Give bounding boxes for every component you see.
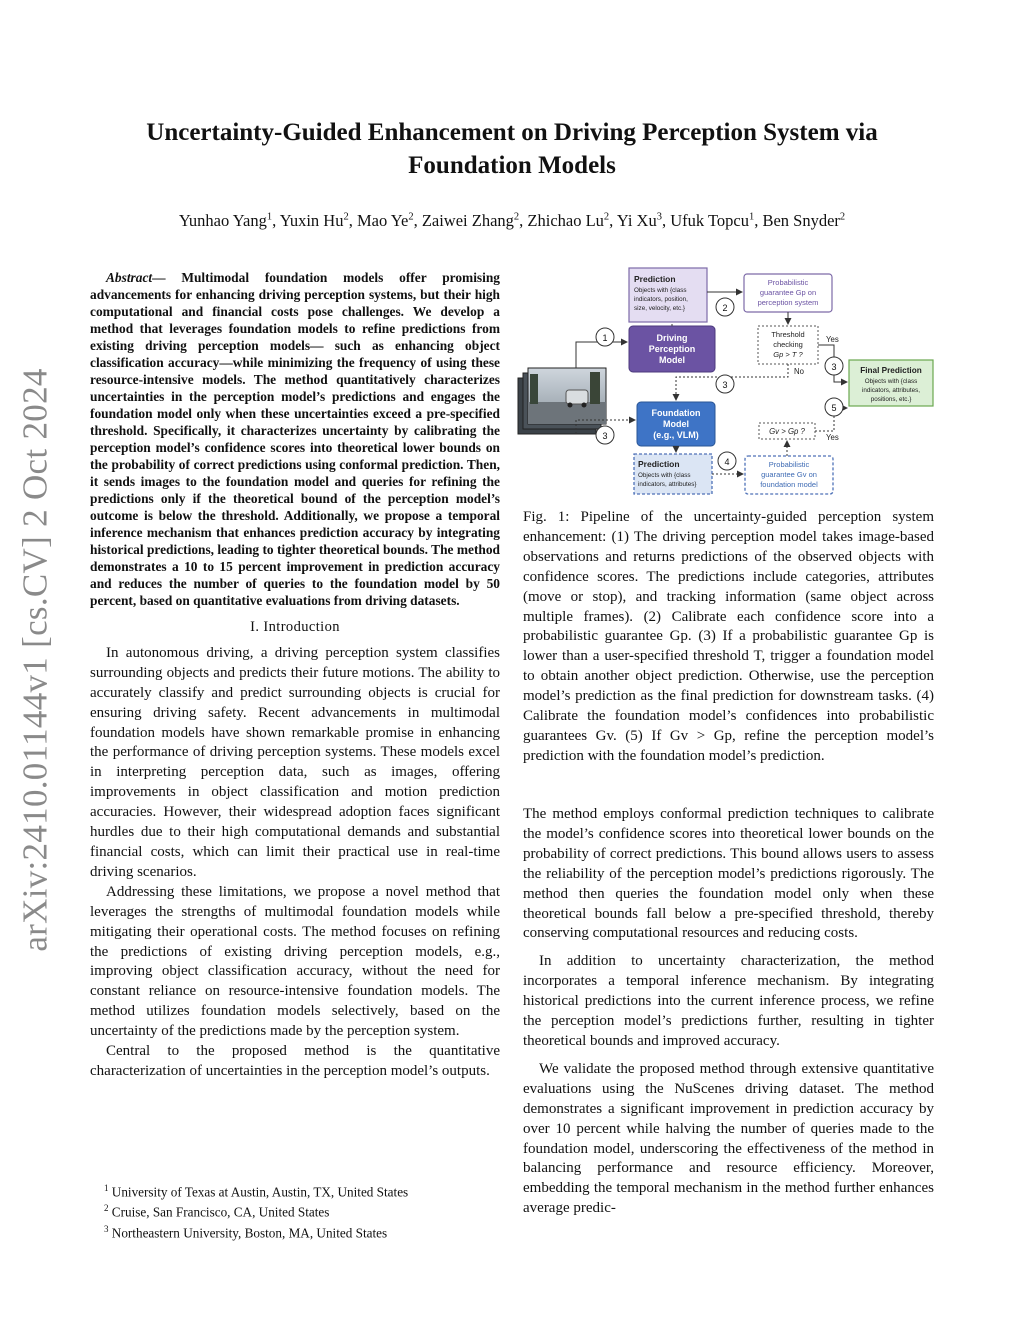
- author: Yunhao Yang: [178, 211, 267, 230]
- step-number: 1: [602, 333, 608, 343]
- prob-gv-line: Probabilistic: [768, 460, 810, 469]
- right-column: [523, 805, 934, 1219]
- footnote-text: Northeastern University, Boston, MA, United States: [111, 1225, 388, 1241]
- footnote: [104, 1221, 504, 1241]
- footnote-mark: 3: [104, 1223, 109, 1234]
- arrow-images-to-driving: [576, 342, 627, 368]
- footnote-text: University of Texas at Austin, Austin, TX, United States: [111, 1184, 409, 1200]
- affiliation-mark: 2: [408, 211, 414, 223]
- author: Yi Xu: [616, 211, 657, 230]
- prob-gp-line: perception system: [757, 298, 819, 307]
- prob-gv-line: guarantee Gv on: [761, 470, 817, 479]
- figure-pipeline: [516, 262, 936, 502]
- footnote: [104, 1200, 504, 1220]
- abstract-label: Abstract: [106, 270, 153, 285]
- author: Mao Ye: [356, 211, 409, 230]
- label-yes-1: Yes: [826, 335, 839, 344]
- threshold-line: Threshold: [771, 330, 805, 339]
- driving-model-line: Driving: [656, 333, 688, 343]
- prediction-top-line: indicators, position,: [634, 296, 688, 303]
- caption-text: Fig. 1: Pipeline of the uncertainty-guided perception system enhancement: (1) The driving perception model takes image-based observations and returns predictions of the observed objects with confidence scores. The predictions include categories, attributes (move or stop), and tracking information (same object across multiple frames). (2) Calibrate each confidence score into a probabilistic guarantee Gp. (3) If a probabilistic guarantee Gp is lower than a user-specified threshold T, trigger a foundation model to obtain another object prediction. Otherwise, use the perception model’s prediction as the final prediction for downstream tasks. (4) Calibrate the foundation model’s confidences into probabilistic guarantees Gv. (5) If Gv > Gp, refine the perception model’s prediction with the foundation model’s prediction.: [523, 509, 934, 764]
- final-prediction-line: positions, etc.}: [870, 396, 912, 403]
- intro-paragraph-1: In autonomous driving, a driving perception system classifies surrounding objects and predicts their future motions. The ability to accurately classify and predict surrounding objects is crucial for ensuring driving safety. Recent advancements in multimodal foundation models have shown remarkable promise in enhancing the performance of driving perception systems. These models excel in interpreting perception data, such as images, offering improvements in object classification and motion prediction accuracies. However, their widespread adoption faces significant hurdles due to their high computational demands and substantial financial costs, which can limit their practical use in real-time driving scenarios.: [90, 644, 500, 880]
- threshold-line: Gp > T ?: [773, 350, 803, 359]
- author: Ben Snyder: [762, 211, 840, 230]
- arxiv-identifier: [8, 340, 64, 980]
- prediction-top-line: Objects with {class: [634, 287, 687, 294]
- section-heading: I. Introduction: [250, 619, 340, 635]
- label-no: No: [794, 367, 804, 376]
- footnotes: [104, 1180, 504, 1241]
- final-prediction-title: Final Prediction: [860, 366, 922, 375]
- prediction-top-title: Prediction: [634, 274, 676, 284]
- threshold-line: checking: [773, 340, 803, 349]
- footnote: [104, 1180, 504, 1200]
- arxiv-id-text: arXiv:2410.01144v1 [cs.CV] 2 Oct 2024: [16, 368, 55, 952]
- final-prediction-line: Objects with {class: [864, 378, 918, 385]
- affiliation-mark: 2: [343, 211, 349, 223]
- abstract-text: — Multimodal foundation models offer promising advancements for enhancing driving perception systems, but their high computational and financial costs pose challenges. We develop a method that leverages foundation models to refine predictions from existing driving perception models— such as enhancing object classification accuracy—while minimizing the frequency of using these resource-intensive models. The method quantitatively characterizes uncertainties in the perception model’s predictions and engages the foundation model only when these uncertainties exceed a pre-specified threshold. Specifically, it characterizes uncertainty by calibrating the perception model’s confidence scores into theoretical lower bounds on the probability of correct predictions using conformal prediction. Then, it sends images to the foundation model and queries for refining the predictions only if the theoretical bound of the perception model’s outcome is below the threshold. Additionally, we propose a temporal inference mechanism that enhances prediction accuracy by integrating historical predictions, leading to tighter theoretical bounds. The method demonstrates a 10 to 15 percent improvement in prediction accuracy and reduces the number of queries to the foundation model by 50 percent, based on quantitative evaluations from driving datasets.: [90, 270, 500, 608]
- label-yes-2: Yes: [826, 433, 839, 442]
- footnote-mark: 2: [104, 1203, 109, 1214]
- prediction-bottom-line: Objects with {class: [638, 472, 691, 479]
- driving-model-line: Perception: [648, 344, 696, 354]
- camera-images: [518, 368, 606, 434]
- affiliation-mark: 1: [748, 211, 755, 223]
- right-paragraph-1: The method employs conformal prediction techniques to calibrate the model’s confidence scores into theoretical lower bounds on the probability of correct predictions. This bound allows users to assess the reliability of the perception model’s predictions rigorously. The method then queries the foundation model only when these theoretical bounds fall below a pre-specified threshold, thereby conserving computational resources and reducing costs.: [523, 806, 934, 942]
- paper-title: Uncertainty-Guided Enhancement on Driving Perception System via Foundation Models: [146, 119, 878, 179]
- affiliation-mark: 2: [513, 211, 520, 223]
- author-list: Yunhao Yang$^1$, Yuxin Hu$^2$, Mao Ye$^2$, Zaiwei Zhang$^2$, Zhichao Lu$^2$, Yi Xu$^3$, Ufuk Topcu$^1$, Ben Snyder$^2$: [178, 211, 846, 230]
- gv-check-text: Gv > Gp ?: [769, 427, 805, 436]
- author: Yuxin Hu: [279, 211, 344, 230]
- driving-model-line: Model: [659, 355, 685, 365]
- prob-gv-line: foundation model: [760, 480, 818, 489]
- prediction-bottom-line: indicators, attributes}: [638, 481, 697, 488]
- footnote-mark: 1: [104, 1183, 109, 1193]
- footnote-text: Cruise, San Francisco, CA, United States: [111, 1204, 330, 1220]
- figure-caption: [523, 508, 934, 767]
- author: Zhichao Lu: [527, 211, 604, 230]
- affiliation-mark: 1: [266, 211, 273, 223]
- step-number: 4: [724, 457, 730, 467]
- intro-paragraph-3: Central to the proposed method is the quantitative characterization of uncertainties in the perception model’s outputs.: [90, 1043, 500, 1079]
- prediction-top-line: size, velocity, etc.}: [634, 305, 685, 312]
- step-number: 3: [602, 431, 608, 441]
- prob-gp-line: Probabilistic: [767, 278, 809, 287]
- author: Ufuk Topcu: [670, 211, 749, 230]
- foundation-model-line: Foundation: [651, 408, 701, 418]
- prob-gp-line: guarantee Gp on: [759, 288, 817, 297]
- intro-paragraph-2: Addressing these limitations, we propose a novel method that leverages the strengths of multimodal foundation models while mitigating their operational costs. The method focuses on refining the predictions of existing driving perception models, e.g., improving object classification accuracy, without the need for constant reliance on resource-intensive foundation models. The method utilizes foundation models selectively, based on the uncertainty of the predictions made by the perception system.: [90, 883, 500, 1040]
- affiliation-mark: 2: [839, 211, 846, 223]
- right-paragraph-2: In addition to uncertainty characterization, the method incorporates a temporal inference mechanism. By integrating historical predictions into the current inference process, we refine the perception model’s predictions further, resulting in tighter theoretical bounds and improved accuracy.: [523, 953, 934, 1049]
- pipeline-diagram: [516, 262, 936, 502]
- foundation-model-line: (e.g., VLM): [653, 430, 699, 440]
- step-number: 3: [722, 380, 728, 390]
- foundation-model-line: Model: [663, 419, 689, 429]
- affiliation-mark: 2: [603, 211, 610, 223]
- affiliation-mark: 3: [656, 211, 662, 223]
- final-prediction-line: indicators, attributes,: [861, 387, 921, 394]
- right-paragraph-3: We validate the proposed method through extensive quantitative evaluations using the NuScenes driving dataset. The method demonstrates a significant improvement in prediction accuracy by over 10 percent while halving the number of queries made to the foundation model, underscoring the effectiveness of the method in balancing performance and resource efficiency. Moreover, embedding the temporal mechanism in the method further enhances average predic-: [523, 1060, 934, 1217]
- step-number: 5: [831, 403, 837, 413]
- diagram-connectors: [576, 292, 847, 474]
- author: Zaiwei Zhang: [421, 211, 514, 230]
- step-number: 2: [722, 303, 728, 313]
- abstract: [90, 269, 500, 609]
- step-number: 3: [831, 362, 837, 372]
- prediction-bottom-title: Prediction: [638, 459, 680, 469]
- step-markers: [596, 298, 843, 470]
- left-column: [90, 269, 500, 1082]
